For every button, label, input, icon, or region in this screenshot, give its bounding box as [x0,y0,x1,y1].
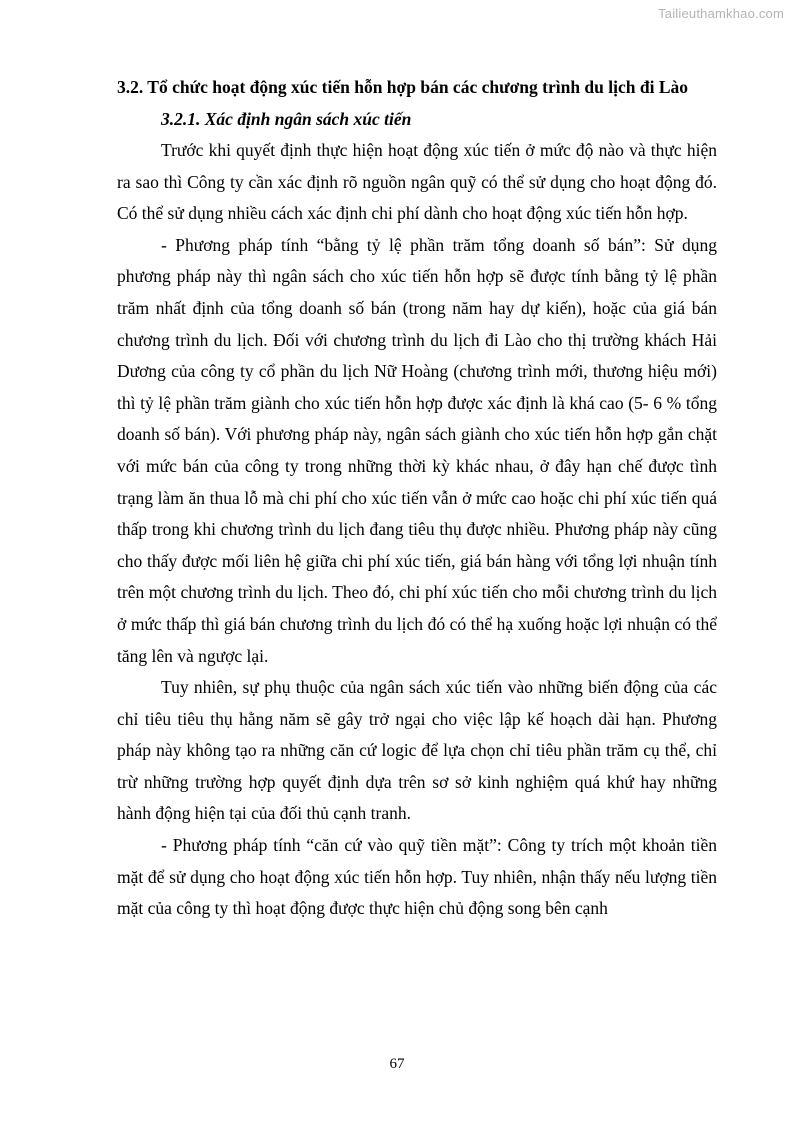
subsection-heading: 3.2.1. Xác định ngân sách xúc tiến [161,108,412,129]
section-heading: 3.2. Tổ chức hoạt động xúc tiến hỗn hợp bán các chương trình du lịch đi Lào [117,77,689,97]
paragraph: - Phương pháp tính “căn cứ vào quỹ tiền mặt”: Công ty trích một khoản tiền mặt để sử dụng cho hoạt động xúc tiến hỗn hợp. Tuy nhiên, nhận thấy nếu lượng tiền mặt của công ty thì hoạt động được thực hiện chủ động song bên cạnh [117,835,717,919]
page-content [117,72,717,925]
paragraph: Tuy nhiên, sự phụ thuộc của ngân sách xúc tiến vào những biến động của các chỉ tiêu tiêu thụ hằng năm sẽ gây trở ngại cho việc lập kế hoạch dài hạn. Phương pháp này không tạo ra những căn cứ logic để lựa chọn chỉ tiêu phần trăm cụ thể, chỉ trừ những trường hợp quyết định dựa trên sơ sở kinh nghiệm quá khứ hay những hành động hiện tại của đối thủ cạnh tranh. [117,677,717,824]
watermark-text: Tailieuthamkhao.com [658,6,784,21]
paragraph: - Phương pháp tính “bằng tỷ lệ phần trăm tổng doanh số bán”: Sử dụng phương pháp này thì ngân sách cho xúc tiến hỗn hợp sẽ được tính bằng tỷ lệ phần trăm nhất định của tổng doanh số bán (trong năm hay dự kiến), hoặc của giá bán chương trình du lịch. Đối với chương trình du lịch đi Lào cho thị trường khách Hải Dương của công ty cổ phần du lịch Nữ Hoàng (chương trình mới, thương hiệu mới) thì tỷ lệ phần trăm giành cho xúc tiến hỗn hợp được xác định là khá cao (5- 6 % tổng doanh số bán). Với phương pháp này, ngân sách giành cho xúc tiến hỗn hợp gắn chặt với mức bán của công ty trong những thời kỳ khác nhau, ở đây hạn chế được tình trạng làm ăn thua lỗ mà chi phí cho xúc tiến vẫn ở mức cao hoặc chi phí xúc tiến quá thấp trong khi chương trình du lịch đang tiêu thụ được nhiều. Phương pháp này cũng cho thấy được mối liên hệ giữa chi phí xúc tiến, giá bán hàng với tổng lợi nhuận tính trên một chương trình du lịch. Theo đó, chi phí xúc tiến cho mỗi chương trình du lịch ở mức thấp thì giá bán chương trình du lịch đó có thể hạ xuống hoặc lợi nhuận có thể tăng lên và ngược lại. [117,234,717,666]
paragraph: Trước khi quyết định thực hiện hoạt động xúc tiến ở mức độ nào và thực hiện ra sao thì Công ty cần xác định rõ nguồn ngân quỹ có thể sử dụng cho hoạt động đó. Có thể sử dụng nhiều cách xác định chi phí dành cho hoạt động xúc tiến hỗn hợp. [117,140,717,224]
page-number: 67 [389,1056,405,1072]
